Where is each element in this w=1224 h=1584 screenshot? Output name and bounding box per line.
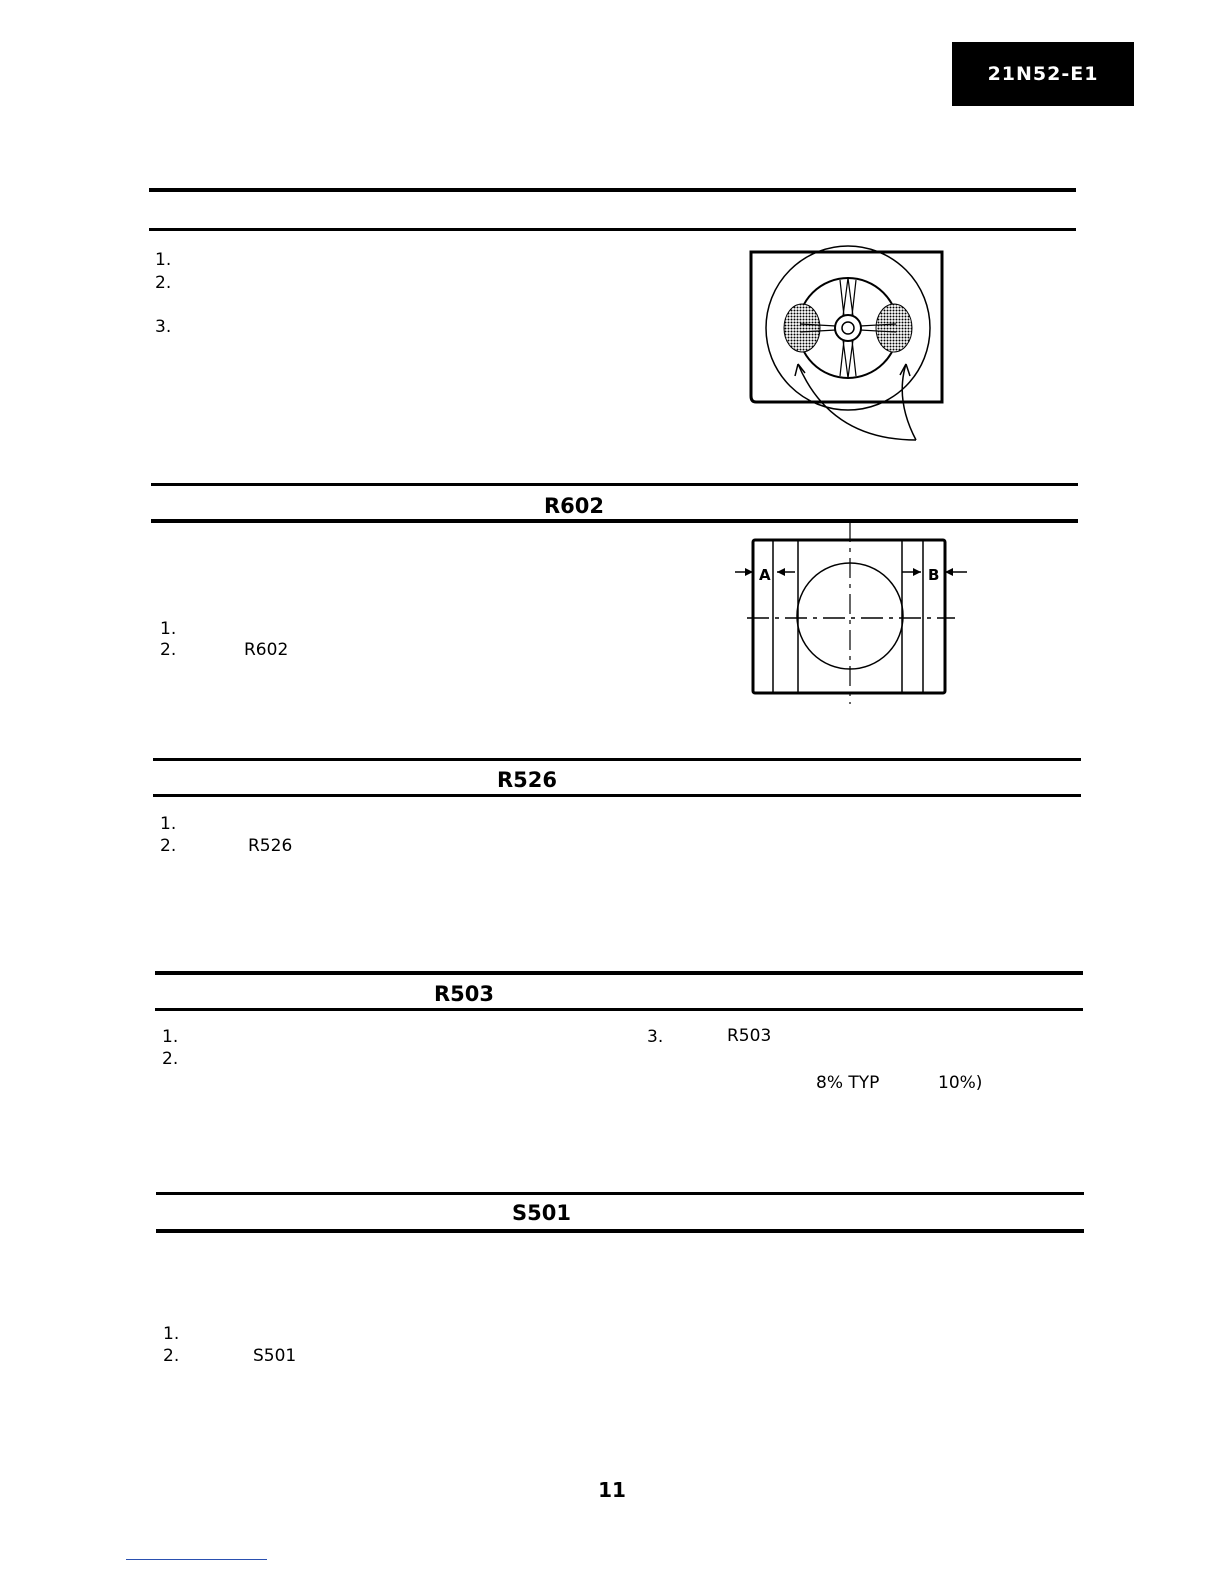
section-2-heading: R602	[544, 494, 605, 518]
section-2-step-2: 2.	[160, 640, 177, 660]
section-4-step-2: 2.	[162, 1049, 179, 1069]
section-5-bottom-rule	[156, 1229, 1084, 1233]
section-3-step-2: 2.	[160, 836, 177, 856]
section-4-note-typ: 8% TYP	[816, 1073, 880, 1093]
center-circle	[797, 563, 903, 669]
section-5-step-2-ref: S501	[253, 1346, 297, 1366]
section-3-step-2-ref: R526	[248, 836, 293, 856]
model-number-badge: 21N52-E1	[952, 42, 1134, 106]
test-pattern-figure	[700, 240, 960, 450]
left-shaded-area	[784, 304, 820, 352]
section-2-step-2-ref: R602	[244, 640, 289, 660]
label-b: B	[928, 566, 940, 584]
section-1-top-rule	[149, 188, 1076, 192]
section-2-top-rule	[151, 483, 1078, 486]
section-1-bottom-rule	[149, 228, 1076, 231]
centering-diagram-figure	[725, 522, 965, 704]
section-2-step-1: 1.	[160, 619, 177, 639]
section-3-bottom-rule	[153, 794, 1081, 797]
section-4-top-rule	[155, 971, 1083, 975]
section-5-top-rule	[156, 1192, 1084, 1195]
section-4-step-1: 1.	[162, 1027, 179, 1047]
section-3-heading: R526	[497, 768, 558, 792]
section-3-step-1: 1.	[160, 814, 177, 834]
page-number: 11	[598, 1478, 626, 1502]
section-4-heading: R503	[434, 982, 495, 1006]
section-4-bottom-rule	[155, 1008, 1083, 1011]
right-shaded-area	[876, 304, 912, 352]
section-3-top-rule	[153, 758, 1081, 761]
section-1-step-2: 2.	[155, 273, 172, 293]
section-4-step-3: 3.	[647, 1027, 664, 1047]
section-5-step-2: 2.	[163, 1346, 180, 1366]
section-1-step-1: 1.	[155, 250, 172, 270]
footer-line	[126, 1559, 267, 1560]
section-4-step-3-ref: R503	[727, 1026, 772, 1046]
label-a: A	[759, 566, 771, 584]
section-4-note-max: 10%)	[938, 1073, 983, 1093]
section-1-step-3: 3.	[155, 317, 172, 337]
section-5-step-1: 1.	[163, 1324, 180, 1344]
section-5-heading: S501	[512, 1201, 571, 1225]
